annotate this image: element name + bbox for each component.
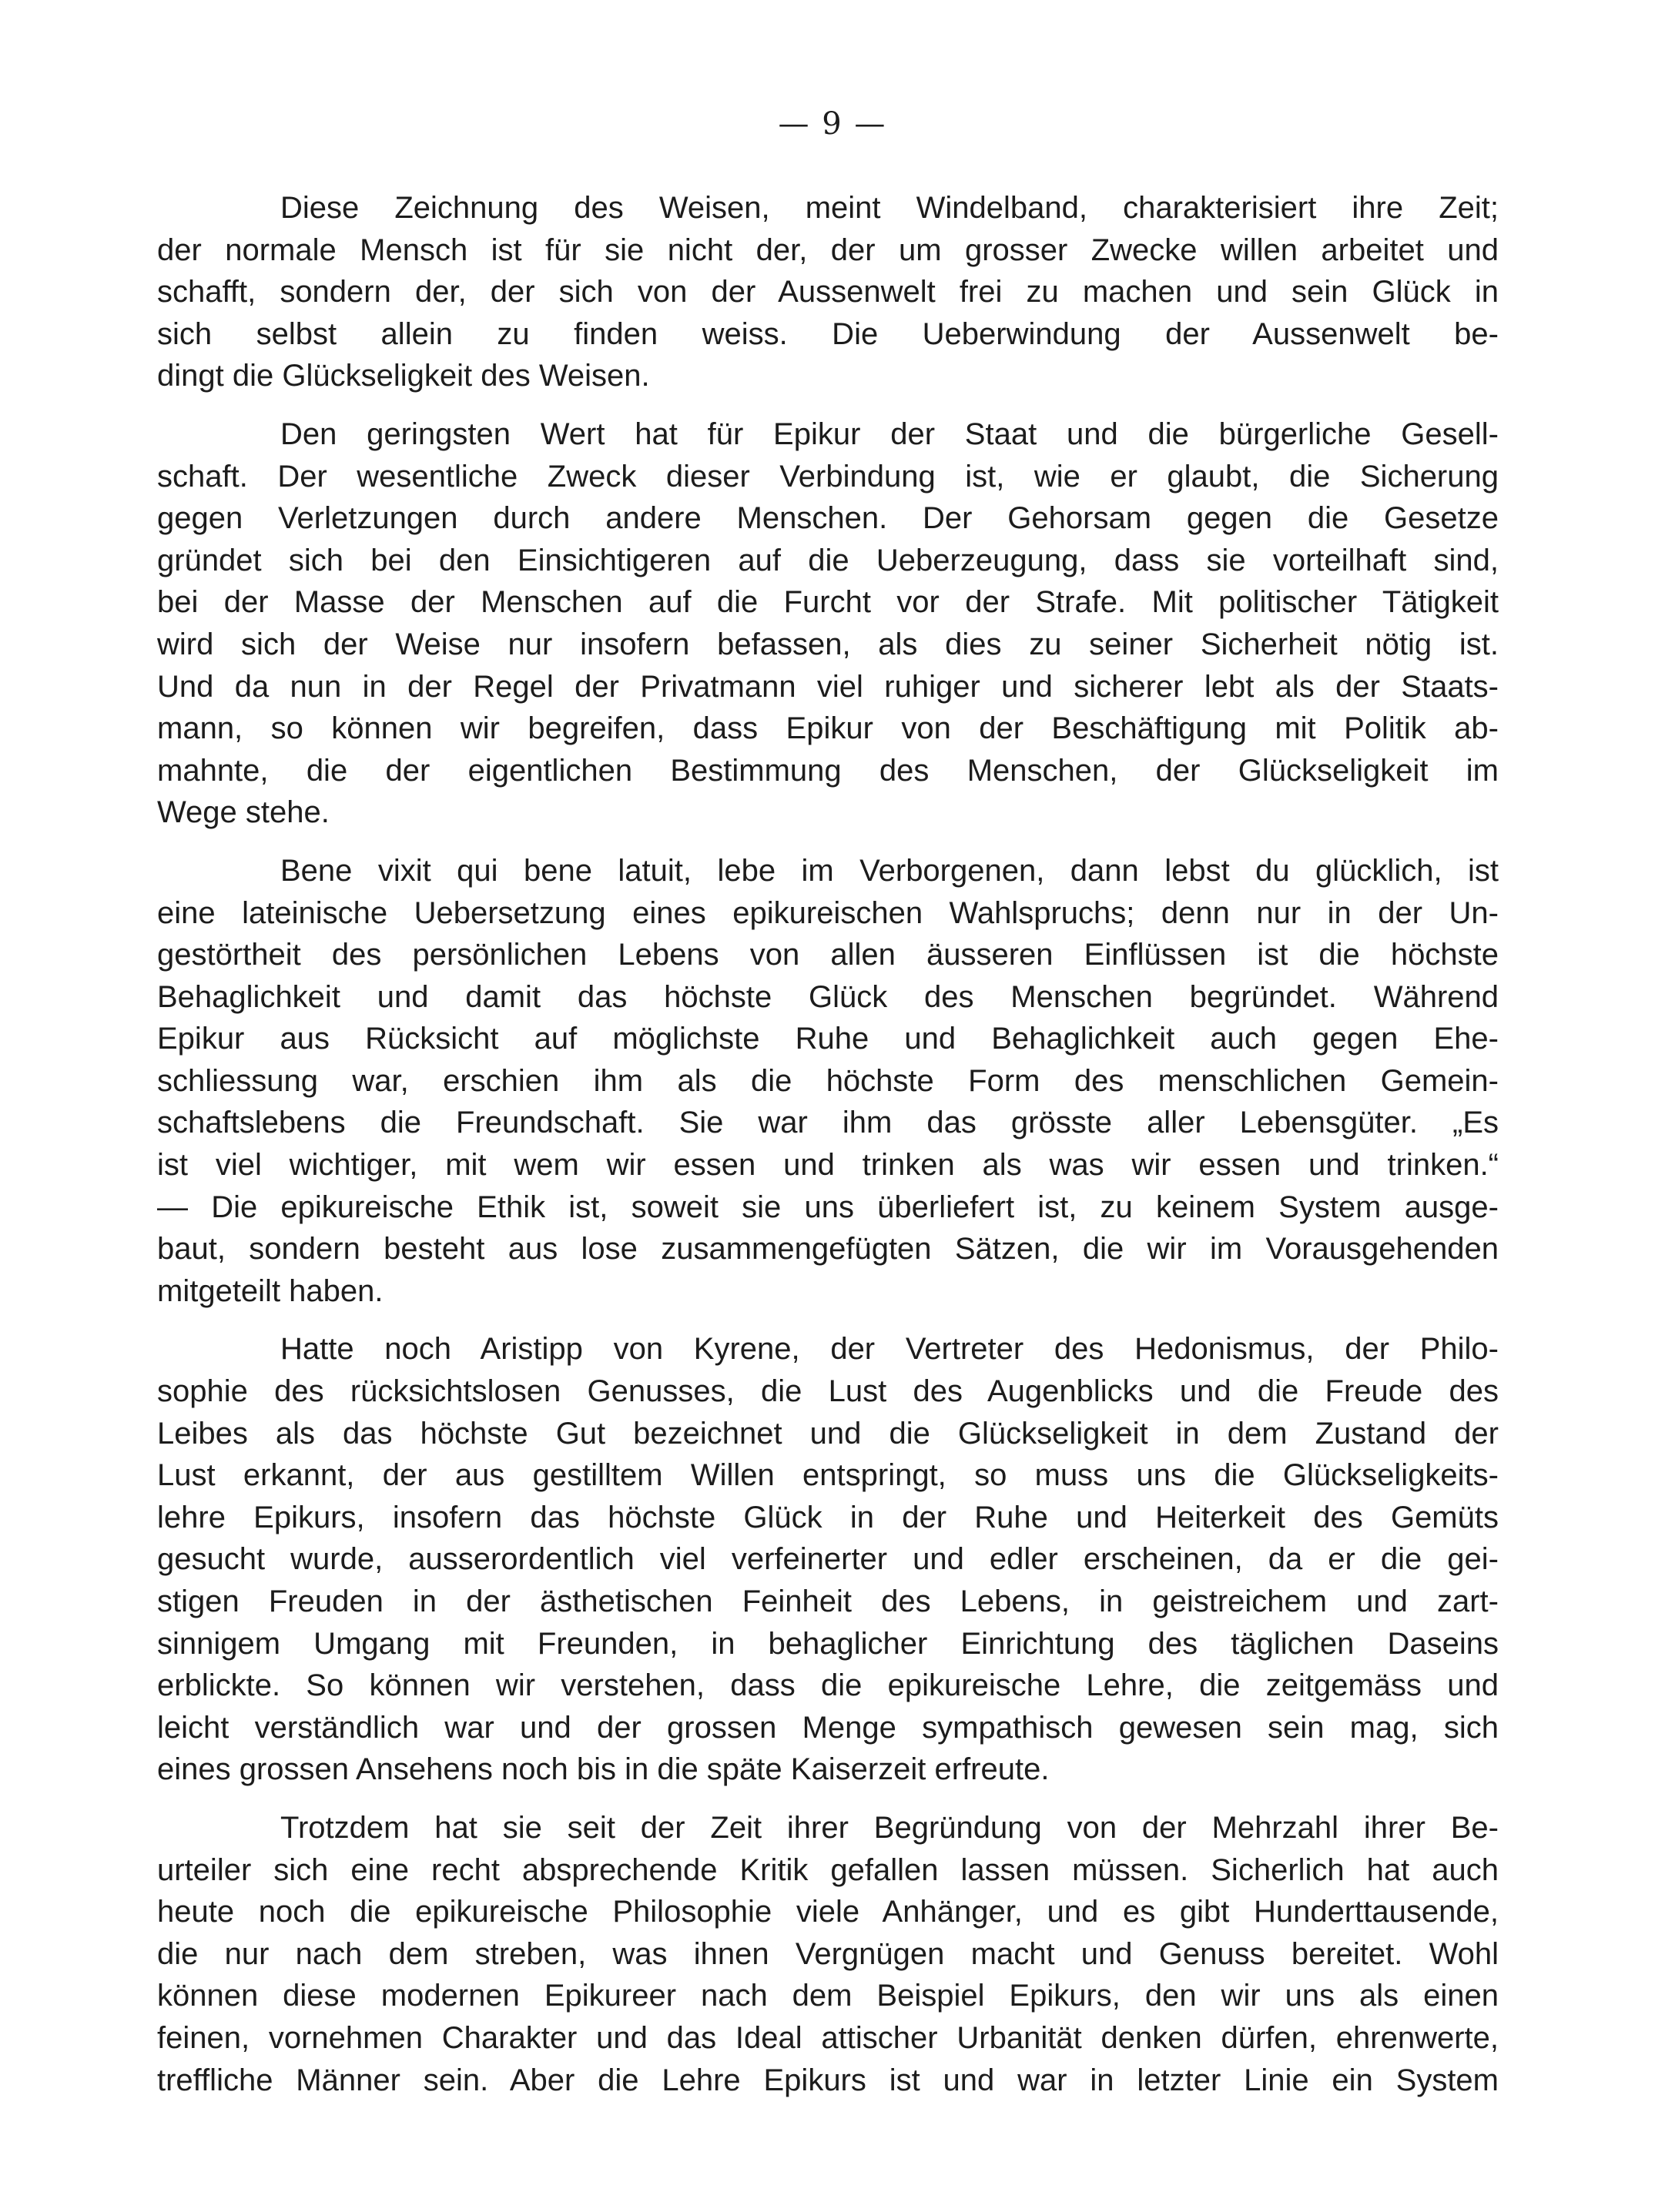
text-line: schafft, sondern der, der sich von der Aussenwelt frei zu machen und sein Glück in (157, 275, 1499, 310)
body-text (157, 187, 1499, 2117)
text-line: Epikur aus Rücksicht auf möglichste Ruhe und Behaglichkeit auch gegen Ehe- (157, 1022, 1499, 1056)
text-line: — Die epikureische Ethik ist, soweit sie uns überliefert ist, zu keinem System ausge- (157, 1190, 1499, 1224)
text-line: baut, sondern besteht aus lose zusammengefügten Sätzen, die wir im Vorausgehenden (157, 1232, 1499, 1267)
text-line: gestörtheit des persönlichen Lebens von allen äusseren Einflüssen ist die höchste (157, 938, 1499, 972)
page-number: — 9 — (778, 106, 887, 142)
text-line: eine lateinische Uebersetzung eines epikureischen Wahlspruchs; denn nur in der Un- (157, 895, 1499, 930)
text-line: gesucht wurde, ausserordentlich viel verfeinerter und edler erscheinen, da er die gei- (157, 1542, 1499, 1577)
text-line: mahnte, die der eigentlichen Bestimmung des Menschen, der Glückseligkeit im (157, 753, 1499, 788)
text-line: heute noch die epikureische Philosophie viele Anhänger, und es gibt Hunderttausende, (157, 1895, 1499, 1929)
text-line: können diese modernen Epikureer nach dem Beispiel Epikurs, den wir uns als einen (157, 1979, 1499, 2013)
text-line: Diese Zeichnung des Weisen, meint Windelband, charakterisiert ihre Zeit; (280, 191, 1499, 225)
paragraph (157, 1328, 1499, 1791)
paragraph (157, 1807, 1499, 2101)
text-line: sich selbst allein zu finden weiss. Die Ueberwindung der Aussenwelt be- (157, 316, 1499, 351)
text-line: sinnigem Umgang mit Freunden, in behaglicher Einrichtung des täglichen Daseins (157, 1626, 1499, 1661)
text-line: bei der Masse der Menschen auf die Furcht vor der Strafe. Mit politischer Tätigkeit (157, 585, 1499, 620)
text-line: lehre Epikurs, insofern das höchste Glück in der Ruhe und Heiterkeit des Gemüts (157, 1500, 1499, 1534)
paragraph (157, 187, 1499, 397)
text-line: der normale Mensch ist für sie nicht der, der um grosser Zwecke willen arbeitet und (157, 233, 1499, 267)
text-line: die nur nach dem streben, was ihnen Vergnügen macht und Genuss bereitet. Wohl (157, 1936, 1499, 1971)
text-line: Wege stehe. (157, 795, 330, 830)
text-line: schaftslebens die Freundschaft. Sie war ihm das grösste aller Lebensgüter. „Es (157, 1106, 1499, 1140)
text-line: leicht verständlich war und der grossen Menge sympathisch gewesen sein mag, sich (157, 1710, 1499, 1745)
text-line: treffliche Männer sein. Aber die Lehre Epikurs ist und war in letzter Linie ein System (157, 2063, 1499, 2097)
text-line: feinen, vornehmen Charakter und das Ideal attischer Urbanität denken dürfen, ehrenwerte, (157, 2020, 1499, 2055)
text-line: wird sich der Weise nur insofern befassen, als dies zu seiner Sicherheit nötig ist. (157, 627, 1499, 661)
text-line: urteiler sich eine recht absprechende Kritik gefallen lassen müssen. Sicherlich hat auch (157, 1852, 1499, 1887)
text-line: mann, so können wir begreifen, dass Epikur von der Beschäftigung mit Politik ab- (157, 711, 1499, 746)
text-line: Bene vixit qui bene latuit, lebe im Verborgenen, dann lebst du glücklich, ist (280, 853, 1499, 888)
text-line: Behaglichkeit und damit das höchste Glück des Menschen begründet. Während (157, 979, 1499, 1014)
text-line: gründet sich bei den Einsichtigeren auf die Ueberzeugung, dass sie vorteilhaft sind, (157, 543, 1499, 577)
text-line: schliessung war, erschien ihm als die höchste Form des menschlichen Gemein- (157, 1063, 1499, 1098)
text-line: dingt die Glückseligkeit des Weisen. (157, 359, 650, 393)
text-line: mitgeteilt haben. (157, 1273, 384, 1308)
text-line: Leibes als das höchste Gut bezeichnet und die Glückseligkeit in dem Zustand der (157, 1416, 1499, 1451)
text-line: schaft. Der wesentliche Zweck dieser Verbindung ist, wie er glaubt, die Sicherung (157, 459, 1499, 494)
text-line: Hatte noch Aristipp von Kyrene, der Vertreter des Hedonismus, der Philo- (280, 1332, 1499, 1367)
text-line: Trotzdem hat sie seit der Zeit ihrer Begründung von der Mehrzahl ihrer Be- (280, 1810, 1499, 1845)
text-line: Lust erkannt, der aus gestilltem Willen entspringt, so muss uns die Glückseligkeits- (157, 1458, 1499, 1493)
text-line: stigen Freuden in der ästhetischen Feinheit des Lebens, in geistreichem und zart- (157, 1585, 1499, 1618)
text-line: Und da nun in der Regel der Privatmann viel ruhiger und sicherer lebt als der Staats- (157, 669, 1499, 704)
text-line: eines grossen Ansehens noch bis in die späte Kaiserzeit erfreute. (157, 1752, 1050, 1787)
text-line: Den geringsten Wert hat für Epikur der Staat und die bürgerliche Gesell- (280, 417, 1499, 451)
text-line: ist viel wichtiger, mit wem wir essen und trinken als was wir essen und trinken.“ (157, 1148, 1499, 1183)
text-line: sophie des rücksichtslosen Genusses, die Lust des Augenblicks und die Freude des (157, 1374, 1499, 1409)
text-line: erblickte. So können wir verstehen, dass die epikureische Lehre, die zeitgemäss und (157, 1668, 1499, 1703)
paragraph (157, 850, 1499, 1313)
paragraph (157, 413, 1499, 834)
text-line: gegen Verletzungen durch andere Menschen. Der Gehorsam gegen die Gesetze (157, 501, 1499, 536)
